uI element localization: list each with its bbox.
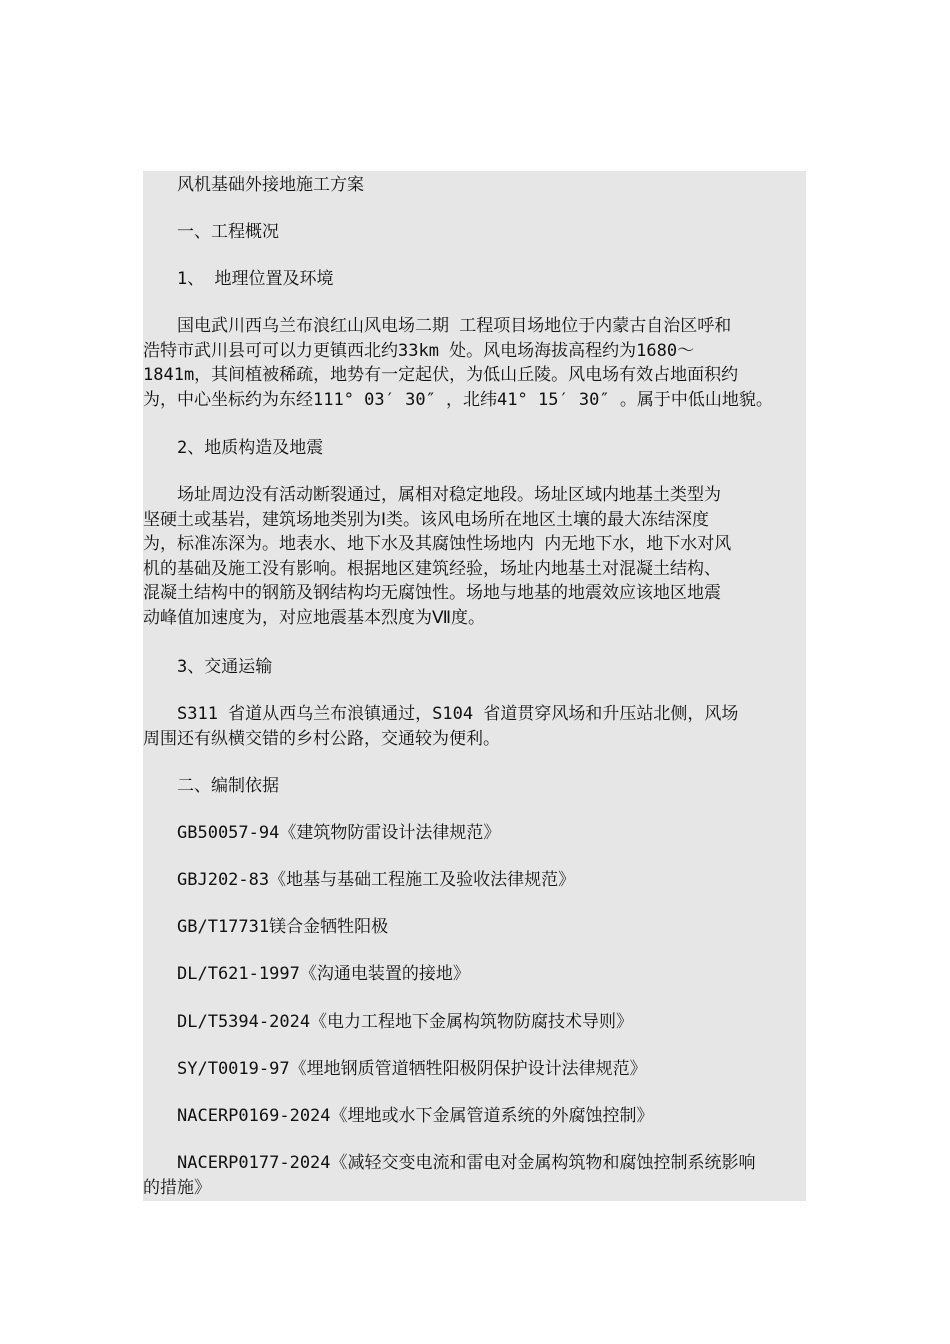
paragraph-line: 动峰值加速度为，对应地震基本烈度为Ⅶ度。: [143, 608, 486, 628]
reference-item-continuation: 的措施》: [143, 1178, 211, 1198]
paragraph-line: 场址周边没有活动断裂通过，属相对稳定地段。场址区域内地基土类型为: [177, 485, 721, 505]
subsection-heading-traffic: 3、交通运输: [177, 657, 273, 677]
paragraph-line: 浩特市武川县可可以力更镇西北约33km 处。风电场海拔高程约为1680～: [143, 341, 695, 361]
reference-item: GB/T17731镁合金牺牲阳极: [177, 917, 389, 937]
paragraph-line: 混凝土结构中的钢筋及钢结构均无腐蚀性。场地与地基的地震效应该地区地震: [143, 583, 721, 603]
paragraph-line: 坚硬土或基岩，建筑场地类别为Ⅰ类。该风电场所在地区土壤的最大冻结深度: [143, 510, 710, 530]
reference-item: NACERP0177-2024《减轻交变电流和雷电对金属构筑物和腐蚀控制系统影响: [177, 1153, 756, 1173]
paragraph-line: 为，中心坐标约为东经111° 03′ 30″ ，北纬41° 15′ 30″ 。属于中低山地貌。: [143, 390, 773, 410]
subsection-heading-geology: 2、地质构造及地震: [177, 438, 324, 458]
paragraph-line: 国电武川西乌兰布浪红山风电场二期 工程项目场地位于内蒙古自治区呼和: [177, 316, 732, 336]
reference-item: SY/T0019-97《埋地钢质管道牺牲阳极阴保护设计法律规范》: [177, 1059, 647, 1079]
paragraph-line: S311 省道从西乌兰布浪镇通过，S104 省道贯穿风场和升压站北侧，风场: [177, 704, 739, 724]
subsection-heading-location: 1、 地理位置及环境: [177, 269, 334, 289]
reference-item: GB50057-94《建筑物防雷设计法律规范》: [177, 823, 501, 843]
reference-item: DL/T621-1997《沟通电装置的接地》: [177, 964, 470, 984]
paragraph-line: 1841m，其间植被稀疏，地势有一定起伏，为低山丘陵。风电场有效占地面积约: [143, 365, 739, 385]
reference-item: DL/T5394-2024《电力工程地下金属构筑物防腐技术导则》: [177, 1012, 634, 1032]
paragraph-line: 周围还有纵横交错的乡村公路，交通较为便利。: [143, 729, 500, 749]
section-heading-overview: 一、工程概况: [177, 222, 279, 242]
reference-item: GBJ202-83《地基与基础工程施工及验收法律规范》: [177, 870, 576, 890]
paragraph-line: 为，标准冻深为。地表水、地下水及其腐蚀性场地内 内无地下水，地下水对风: [143, 534, 732, 554]
document-title: 风机基础外接地施工方案: [177, 175, 364, 195]
section-heading-basis: 二、编制依据: [177, 776, 279, 796]
paragraph-line: 机的基础及施工没有影响。根据地区建筑经验，场址内地基土对混凝土结构、: [143, 559, 721, 579]
reference-item: NACERP0169-2024《埋地或水下金属管道系统的外腐蚀控制》: [177, 1106, 654, 1126]
document-page: [143, 171, 806, 1201]
